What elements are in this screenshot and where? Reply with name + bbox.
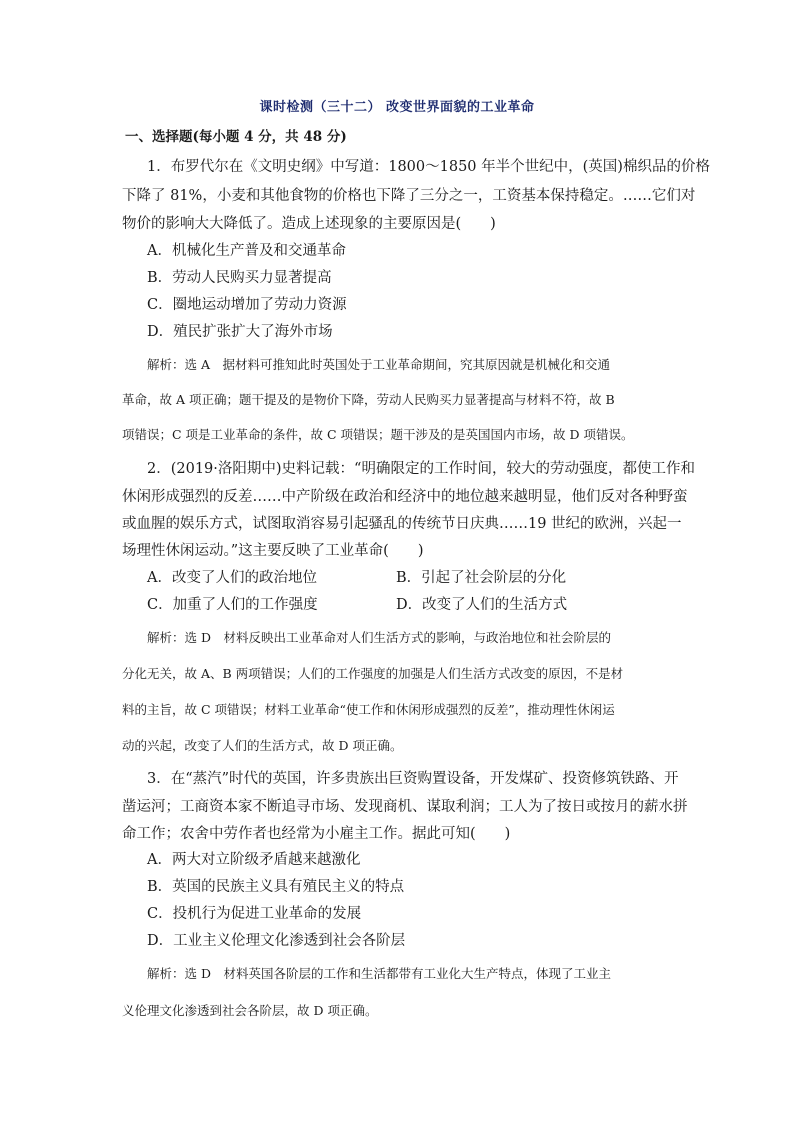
question-3-option-d: D．工业主义伦理文化渗透到社会各阶层 bbox=[147, 933, 406, 949]
question-1-option-d: D．殖民扩张扩大了海外市场 bbox=[147, 324, 333, 340]
question-3-stem-line-2: 凿运河；工商资本家不断追寻市场、发现商机、谋取利润；工人为了按日或按月的薪水拼 bbox=[122, 799, 688, 815]
question-3-stem-line-3: 命工作；农舍中劳作者也经常为小雇主工作。据此可知( ) bbox=[122, 826, 511, 842]
question-3-analysis-line-1: 解析：选 D 材料英国各阶层的工作和生活都带有工业化大生产特点，体现了工业主 bbox=[147, 966, 611, 981]
question-2-analysis-line-3: 料的主旨，故 C 项错误；材料工业革命“使工作和休闲形成强烈的反差”，推动理性休闲运 bbox=[122, 702, 615, 717]
question-1-stem-line-3: 物价的影响大大降低了。造成上述现象的主要原因是( ) bbox=[122, 216, 496, 232]
question-1-option-a: A．机械化生产普及和交通革命 bbox=[147, 243, 346, 259]
question-2-stem-line-1: 2．(2019·洛阳期中)史料记载：“明确限定的工作时间，较大的劳动强度，都使工作和 bbox=[147, 461, 695, 477]
question-2-analysis-line-4: 动的兴起，改变了人们的生活方式，故 D 项正确。 bbox=[122, 738, 403, 753]
question-3-option-a: A．两大对立阶级矛盾越来越激化 bbox=[147, 852, 361, 868]
section-heading: 一、选择题(每小题 4 分，共 48 分) bbox=[125, 129, 347, 145]
question-3-stem-line-1: 3．在“蒸汽”时代的英国，许多贵族出巨资购置设备，开发煤矿、投资修筑铁路、开 bbox=[147, 771, 679, 787]
question-2-option-c: C．加重了人们的工作强度 bbox=[147, 597, 318, 613]
page-title: 课时检测（三十二） 改变世界面貌的工业革命 bbox=[259, 100, 535, 115]
question-1-option-c: C．圈地运动增加了劳动力资源 bbox=[147, 297, 347, 313]
question-2-stem-line-4: 场理性休闲运动。”这主要反映了工业革命( ) bbox=[122, 543, 424, 559]
question-2-option-d: D．改变了人们的生活方式 bbox=[396, 597, 568, 613]
question-1-stem-line-1: 1．布罗代尔在《文明史纲》中写道：1800～1850 年半个世纪中，(英国)棉织品的价格 bbox=[147, 159, 710, 175]
question-1-option-b: B．劳动人民购买力显著提高 bbox=[147, 270, 332, 286]
question-2-analysis-line-2: 分化无关，故 A、B 两项错误；人们的工作强度的加强是人们生活方式改变的原因，不是材 bbox=[122, 666, 624, 681]
question-1-analysis-line-3: 项错误；C 项是工业革命的条件，故 C 项错误；题干涉及的是英国国内市场，故 D 项错误。 bbox=[122, 427, 634, 442]
question-1-analysis-line-1: 解析：选 A 据材料可推知此时英国处于工业革命期间，究其原因就是机械化和交通 bbox=[147, 357, 611, 372]
question-1-stem-line-2: 下降了 81%，小麦和其他食物的价格也下降了三分之一，工资基本保持稳定。……它们对 bbox=[122, 188, 696, 204]
question-3-option-c: C．投机行为促进工业革命的发展 bbox=[147, 906, 362, 922]
question-2-option-a: A．改变了人们的政治地位 bbox=[147, 570, 317, 586]
question-3-option-b: B．英国的民族主义具有殖民主义的特点 bbox=[147, 879, 405, 895]
question-2-stem-line-2: 休闲形成强烈的反差……中产阶级在政治和经济中的地位越来越明显，他们反对各种野蛮 bbox=[122, 489, 688, 505]
question-1-analysis-line-2: 革命，故 A 项正确；题干提及的是物价下降，劳动人民购买力显著提高与材料不符，故 B bbox=[122, 392, 615, 407]
question-3-analysis-line-2: 义伦理文化渗透到社会各阶层，故 D 项正确。 bbox=[122, 1003, 378, 1018]
question-2-option-b: B．引起了社会阶层的分化 bbox=[396, 570, 567, 586]
question-2-analysis-line-1: 解析：选 D 材料反映出工业革命对人们生活方式的影响，与政治地位和社会阶层的 bbox=[147, 630, 611, 645]
question-2-stem-line-3: 或血腥的娱乐方式，试图取消容易引起骚乱的传统节日庆典……19 世纪的欧洲，兴起一 bbox=[122, 516, 682, 532]
